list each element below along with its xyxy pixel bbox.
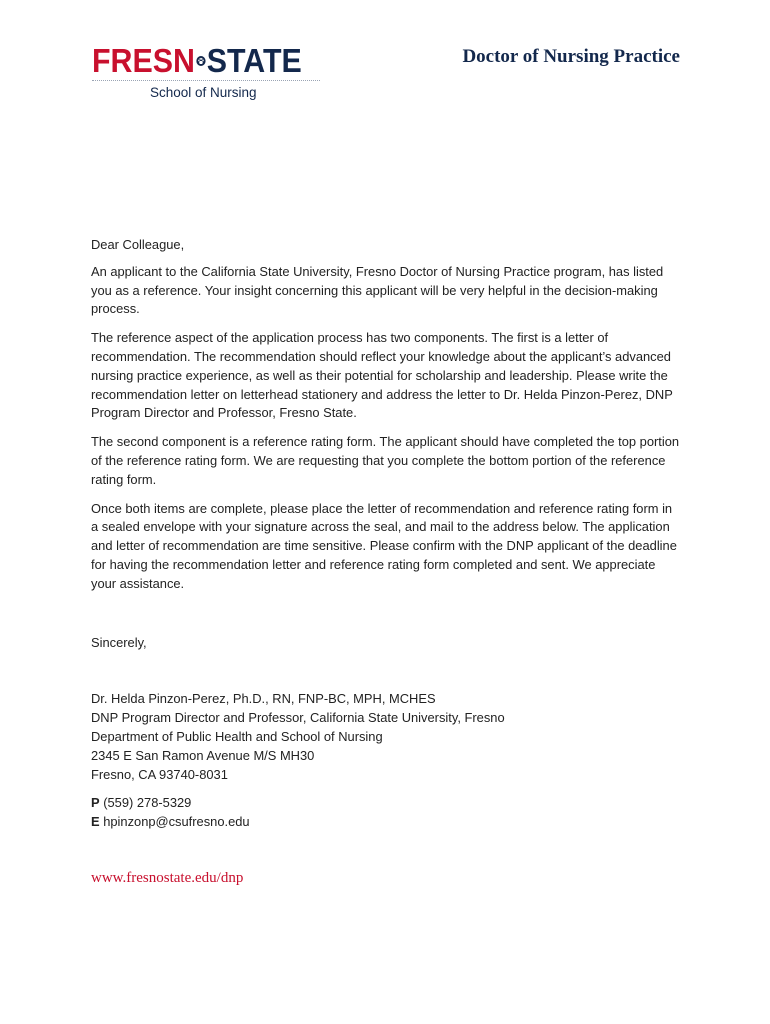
email-line <box>91 813 681 832</box>
signature-street: 2345 E San Ramon Avenue M/S MH30 <box>91 747 315 763</box>
letter-greeting: Dear Colleague, <box>91 237 185 252</box>
logo-subtitle: School of Nursing <box>150 85 257 100</box>
signature-block <box>91 690 681 784</box>
fresno-state-logo <box>92 44 320 100</box>
letter-paragraph-3: The second component is a reference rating form. The applicant should have completed the top portion of the reference rating form. We are requesting that you complete the bottom portion of the reference rating form. <box>91 434 680 487</box>
signature-title: DNP Program Director and Professor, California State University, Fresno <box>91 710 505 726</box>
signature-city: Fresno, CA 93740-8031 <box>91 766 228 782</box>
letter-paragraph-1: An applicant to the California State University, Fresno Doctor of Nursing Practice program, has listed you as a reference. Your insight concerning this applicant will be very helpful in the decision-making process. <box>91 263 664 317</box>
paw-print-icon <box>196 48 206 74</box>
logo-state-text: STATE <box>206 42 302 79</box>
letter-body <box>91 236 681 832</box>
letter-paragraph-2: The reference aspect of the application process has two components. The first is a letter of recommendation. The recommendation should reflect your knowledge about the applicant’s advanced nursing practice experience, as well as their potential for scholarship and leadership. Please write the recommendation letter on letterhead stationery and address the letter to Dr. Helda Pinzon-Perez, DNP Program Director and Professor, Fresno State. <box>91 330 673 421</box>
signature-name: Dr. Helda Pinzon-Perez, Ph.D., RN, FNP-BC, MPH, MCHES <box>91 691 436 707</box>
phone-line <box>91 794 681 813</box>
email-label: E <box>91 814 100 830</box>
email-address[interactable]: hpinzonp@csufresno.edu <box>103 814 250 830</box>
logo-wordmark <box>92 44 302 78</box>
contact-block <box>91 794 681 832</box>
phone-number: (559) 278-5329 <box>103 795 192 811</box>
letter-paragraph-4: Once both items are complete, please place the letter of recommendation and reference rating form in a sealed envelope with your signature across the seal, and mail to the address below. The application and letter of recommendation are time sensitive. Please confirm with the DNP applicant of the deadline for having the recommendation letter and reference rating form completed and sent. We appreciate your assistance. <box>91 500 677 591</box>
logo-divider <box>92 80 320 81</box>
signature-department: Department of Public Health and School of Nursing <box>91 728 383 744</box>
phone-label: P <box>91 795 100 811</box>
letter-closing: Sincerely, <box>91 634 147 650</box>
website-link[interactable]: www.fresnostate.edu/dnp <box>91 870 244 886</box>
logo-fresno-text: FRESN <box>92 42 195 79</box>
document-title: Doctor of Nursing Practice <box>462 46 680 67</box>
